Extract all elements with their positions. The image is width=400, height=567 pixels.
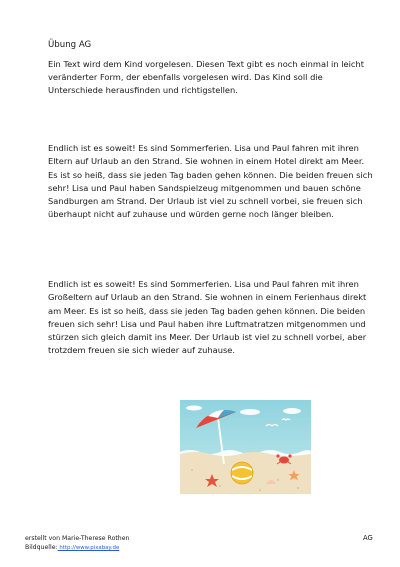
beach-illustration — [180, 400, 311, 494]
footer-source-label: Bildquelle: — [25, 544, 58, 551]
footer-label: AG — [363, 534, 373, 542]
beach-ball-icon — [231, 462, 253, 484]
story-changed-paragraph: Endlich ist es soweit! Es sind Sommerferien. Lisa und Paul fahren mit ihren Großeltern auf Urlaub an den Strand. Sie wohnen in einem Ferienhaus direkt am Meer. Es ist so heiß, dass sie jeden Tag baden gehen können. Die beiden freuen sich sehr! Lisa und Paul haben ihre Luftmatratzen mitgenommen und stürzen sich gleich damit ins Meer. Der Urlaub ist viel zu schnell vorbei, aber trotzdem freuen sie sich wieder auf zuhause. — [48, 279, 367, 356]
image-source-link[interactable]: http://www.pixabay.de — [57, 545, 120, 551]
footer-author: erstellt von Marie-Therese Rothen — [25, 535, 130, 542]
instructions-paragraph: Ein Text wird dem Kind vorgelesen. Diesen Text gibt es noch einmal in leicht veränderter Form, der ebenfalls vorgelesen wird. Das Kind soll die Unterschiede herausfinden und richtigstellen. — [48, 59, 365, 95]
footer-credit — [25, 534, 129, 553]
page-title: Übung AG — [48, 40, 92, 50]
story-original-paragraph: Endlich ist es soweit! Es sind Sommerferien. Lisa und Paul fahren mit ihren Eltern auf Urlaub an den Strand. Sie wohnen in einem Hotel direkt am Meer. Es ist so heiß, dass sie jeden Tag baden gehen können. Die beiden freuen sich sehr! Lisa und Paul haben Sandspielzeug mitgenommen und bauen schöne Sandburgen am Strand. Der Urlaub ist viel zu schnell vorbei, sie freuen sich überhaupt nicht auf zuhause und würden gerne noch länger bleiben. — [48, 143, 373, 220]
